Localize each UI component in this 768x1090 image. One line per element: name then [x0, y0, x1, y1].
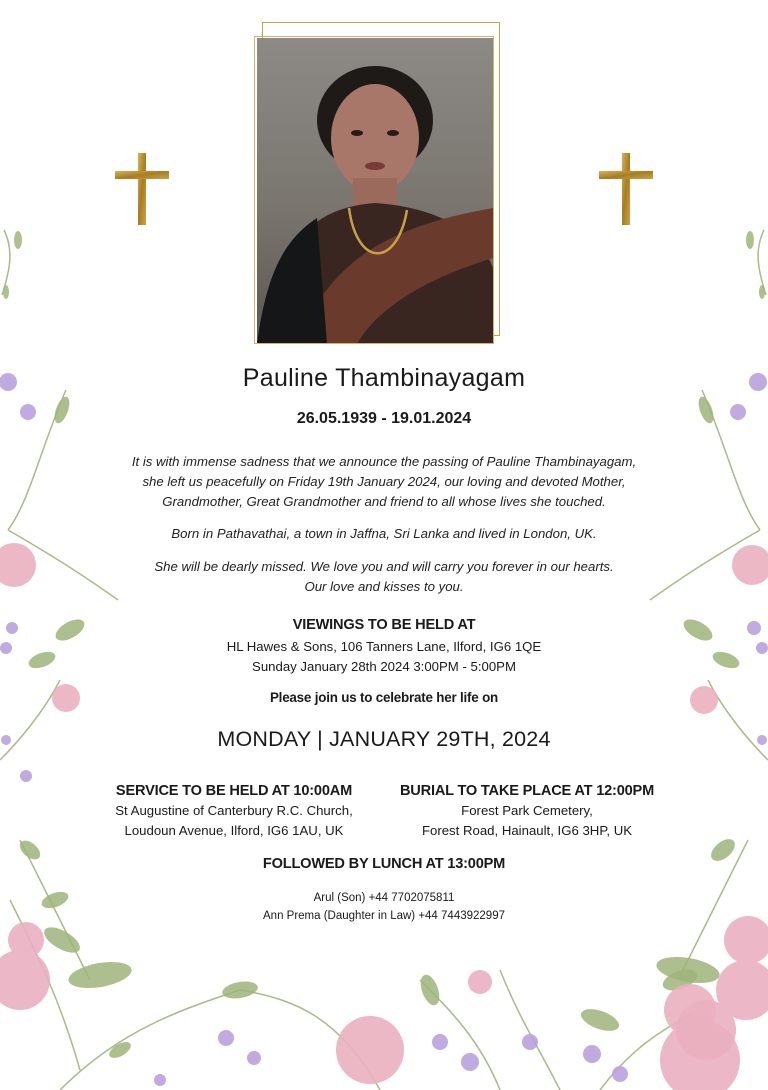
contacts-block [0, 889, 768, 925]
viewings-time: Sunday January 28th 2024 3:00PM - 5:00PM [252, 659, 516, 674]
burial-line: Forest Park Cemetery, [461, 803, 593, 818]
paragraph-line: Born in Pathavathai, a town in Jaffna, Sri Lanka and lived in London, UK. [171, 526, 597, 541]
cross-icon [599, 153, 653, 225]
portrait-photo [254, 22, 500, 344]
service-line: Loudoun Avenue, Ilford, IG6 1AU, UK [124, 823, 344, 838]
burial-block [387, 783, 667, 841]
paragraph-line: It is with immense sadness that we announce the passing of Pauline Thambinayagam, [131, 454, 637, 469]
birthplace-paragraph [0, 524, 768, 544]
service-line: St Augustine of Canterbury R.C. Church, [115, 803, 353, 818]
life-dates: 26.05.1939 - 19.01.2024 [296, 410, 472, 427]
deceased-name: Pauline Thambinayagam [242, 364, 526, 392]
paragraph-line: Grandmother, Great Grandmother and friend to all whose lives she touched. [162, 494, 606, 509]
celebrate-text: Please join us to celebrate her life on [269, 690, 499, 705]
floral-border-bottom [0, 950, 768, 1090]
service-heading: SERVICE TO BE HELD AT 10:00AM [115, 783, 353, 799]
cross-icon [115, 153, 169, 225]
contact-line: Arul (Son) +44 7702075811 [313, 892, 455, 904]
photo-frame [254, 36, 494, 344]
paragraph-line: Our love and kisses to you. [304, 579, 464, 594]
contact-line: Ann Prema (Daughter in Law) +44 7443922997 [263, 910, 505, 922]
viewings-heading: VIEWINGS TO BE HELD AT [292, 617, 476, 633]
paragraph-line: She will be dearly missed. We love you and will carry you forever in our hearts. [154, 559, 614, 574]
burial-heading: BURIAL TO TAKE PLACE AT 12:00PM [399, 783, 655, 799]
announcement-paragraph [0, 452, 768, 512]
lunch-heading: FOLLOWED BY LUNCH AT 13:00PM [262, 856, 506, 872]
burial-line: Forest Road, Hainault, IG6 3HP, UK [421, 823, 633, 838]
viewings-address: HL Hawes & Sons, 106 Tanners Lane, Ilford, IG6 1QE [226, 639, 542, 654]
paragraph-line: she left us peacefully on Friday 19th January 2024, our loving and devoted Mother, [142, 474, 626, 489]
funeral-date: MONDAY | JANUARY 29TH, 2024 [217, 727, 551, 751]
service-block [94, 783, 374, 841]
tribute-paragraph [0, 557, 768, 597]
